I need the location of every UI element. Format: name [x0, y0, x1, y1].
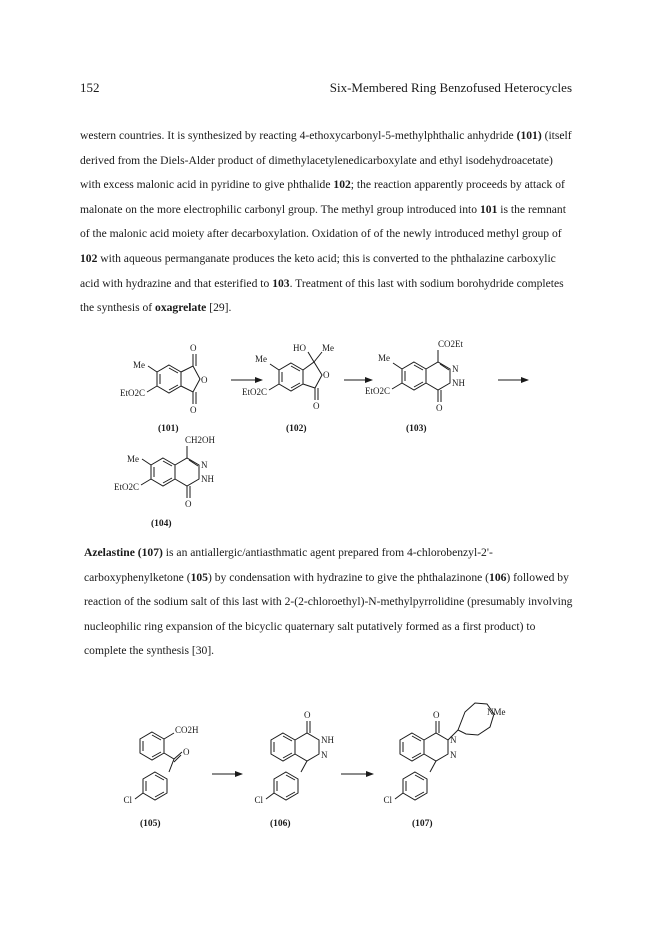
compound-label-101: (101) — [158, 424, 179, 434]
paragraph1-run-2: (itself derived from the Diels-Alder product of dimethylacetylenedicarboxylate and ethyl isodehydroacetate) with excess malonic acid in pyridine to give phthalide — [80, 129, 572, 192]
compound-label-106: (106) — [270, 819, 291, 829]
atom-o-101-ring: O — [201, 375, 208, 385]
paragraph2-run-0: Azelastine (107) — [84, 546, 163, 559]
atom-eto2c-103: EtO2C — [364, 386, 390, 396]
paragraph1-run-0: western countries. It is synthesized by reacting 4-ethoxycarbonyl-5-methylphthalic anhydride — [80, 129, 517, 142]
atom-cl-105: Cl — [123, 795, 132, 805]
structure-102 — [269, 352, 322, 400]
atom-o-104: O — [185, 499, 192, 509]
structure-103 — [392, 350, 450, 402]
paragraph1-run-11: oxagrelate — [155, 301, 207, 315]
atom-me-102: Me — [255, 354, 267, 364]
paragraph1-run-5: 101 — [479, 202, 498, 216]
paragraph1-run-10: . Treatment of this last with sodium borohydride completes the synthesis of — [80, 276, 564, 315]
paragraph1-run-6: is the remnant of the malonic acid moiety after decarboxylation. Oxidation of of the newly introduced methyl group of — [80, 202, 566, 241]
atom-n-106: N — [321, 750, 328, 760]
paragraph1-run-12: [29]. — [206, 301, 232, 315]
atom-eto2c-101: EtO2C — [119, 388, 145, 398]
compound-label-102: (102) — [286, 424, 307, 434]
atom-cl-107: Cl — [383, 795, 392, 805]
atom-nh-103: NH — [452, 378, 465, 388]
atom-me2-102: Me — [322, 343, 334, 353]
atom-n2-107: N — [450, 750, 457, 760]
atom-co2h-105: CO2H — [175, 725, 199, 735]
paragraph2-run-3: ) by condensation with hydrazine to give the phthalazinone ( — [207, 570, 490, 584]
atom-o-103: O — [436, 403, 443, 413]
atom-o-101-bottom: O — [190, 405, 197, 415]
atom-nh-104: NH — [201, 474, 214, 484]
atom-o-102-ring: O — [323, 370, 330, 380]
paragraph2-run-2: 105 — [190, 570, 208, 584]
compound-label-107: (107) — [412, 819, 433, 829]
scheme-2-labels — [123, 707, 505, 829]
atom-me-104: Me — [127, 454, 139, 464]
paragraph2-run-5: ) followed by reaction of the sodium salt of this last with 2-(2-chloroethyl)-N-methylpyrrolidine (presumably involving nucleophilic ring expansion of the bicyclic quaternary salt putatively formed as a first product) to complete the synthesis [30]. — [84, 570, 573, 658]
paragraph2-run-4: 106 — [489, 570, 507, 584]
atom-n-104: N — [201, 460, 208, 470]
atom-n-107: N — [450, 735, 457, 745]
atom-o-101-top: O — [190, 343, 197, 353]
paragraph1-run-9: 103 — [272, 276, 290, 290]
atom-me-101: Me — [133, 360, 145, 370]
paragraph2-run-1: is an antiallergic/antiasthmatic agent prepared from 4-chlorobenzyl-2'-carboxyphenylketone ( — [84, 546, 493, 584]
atom-cl-106: Cl — [254, 795, 263, 805]
atom-eto2c-104: EtO2C — [113, 482, 139, 492]
atom-o-107: O — [433, 710, 440, 720]
paragraph1-run-7: 102 — [80, 251, 98, 265]
running-title: Six-Membered Ring Benzofused Heterocycles — [329, 80, 572, 95]
paragraph1-run-8: with aqueous permanganate produces the keto acid; this is converted to the phthalazine carboxylic acid with hydrazine and that esterified to — [80, 251, 556, 290]
structure-105 — [135, 732, 182, 800]
paragraph1-run-4: ; the reaction apparently proceeds by attack of malonate on the more electrophilic carbonyl group. The methyl group introduced into — [80, 178, 565, 216]
atom-eto2c-102: EtO2C — [241, 387, 267, 397]
atom-co2et-103: CO2Et — [438, 339, 464, 349]
atom-me-103: Me — [378, 353, 390, 363]
atom-o-106: O — [304, 710, 311, 720]
structure-104 — [141, 446, 199, 498]
atom-n-103: N — [452, 364, 459, 374]
compound-label-104: (104) — [151, 519, 172, 529]
structure-107 — [395, 703, 494, 800]
atom-ch2oh-104: CH2OH — [185, 435, 216, 445]
page-number: 152 — [80, 80, 100, 95]
paragraph1-run-3: 102 — [333, 178, 351, 192]
scheme-1 — [141, 350, 528, 498]
atom-nme-107: NMe — [487, 707, 506, 717]
atom-o-105: O — [183, 747, 190, 757]
atom-o-102-bottom: O — [313, 401, 320, 411]
structure-106 — [266, 721, 319, 800]
compound-label-103: (103) — [406, 424, 427, 434]
scheme-1-labels — [114, 339, 466, 529]
structure-101 — [147, 354, 200, 404]
atom-nh-106: NH — [321, 735, 334, 745]
atom-ho-102: HO — [293, 343, 306, 353]
paragraph1-run-1: (101) — [516, 129, 542, 142]
compound-label-105: (105) — [140, 819, 161, 829]
